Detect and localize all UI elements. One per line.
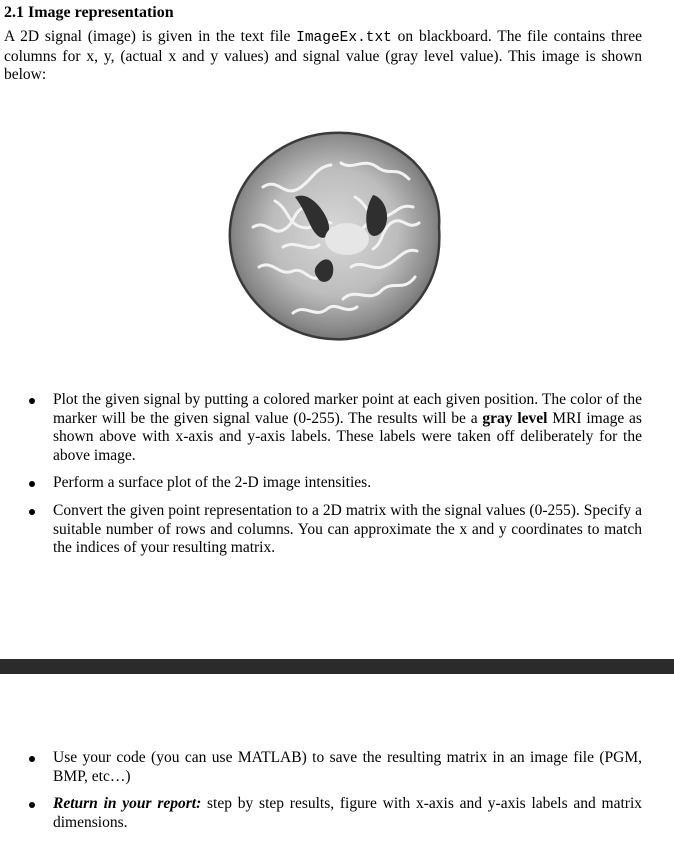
- section-heading: 2.1 Image representation: [4, 4, 174, 21]
- bullet-dot: [29, 756, 35, 762]
- mri-brain-figure: [223, 127, 447, 342]
- page-divider-bar: [0, 659, 674, 674]
- item-bold-text: gray level: [482, 409, 548, 427]
- item-text-start: Plot the given signal by putting a colored marker point at each given position. The color of the marker will be the given signal value (0-255). The results will be a: [53, 391, 642, 427]
- item-text: Convert the given point representation to a 2D matrix with the signal values (0-255). Specify a suitable number of rows and columns. You can approximate the x and y coordinates to match the indices of your resulting matrix.: [53, 501, 642, 557]
- intro-text-end: on blackboard. The file contains three columns for x, y, (actual x and y values) and signal value (gray level value). This image is shown below:: [4, 28, 642, 84]
- intro-text-start: A 2D signal (image) is given in the text file: [4, 28, 297, 45]
- central-structure: [325, 223, 369, 255]
- item-text-end: MRI image as shown above with x-axis and y-axis labels. These labels were taken off deliberately for the above image.: [53, 409, 642, 464]
- bullet-dot: [29, 802, 35, 808]
- brain-slice-image: [223, 127, 447, 342]
- intro-paragraph: [4, 28, 642, 85]
- item-text-end: step by step results, figure with x-axis and y-axis labels and matrix dimensions.: [53, 795, 643, 831]
- bullet-dot: [29, 481, 35, 487]
- list-item: [0, 749, 674, 786]
- item-text: Use your code (you can use MATLAB) to save the resulting matrix in an image file (PGM, BMP, etc…): [53, 749, 642, 785]
- list-item: [0, 391, 674, 465]
- task-list-part-1: [0, 391, 674, 567]
- filename: ImageEx.txt: [296, 30, 392, 46]
- list-item: [0, 795, 674, 832]
- list-item: [0, 474, 674, 493]
- item-emphasis-text: Return in your report:: [53, 795, 202, 813]
- list-item: [0, 502, 674, 558]
- item-text: Perform a surface plot of the 2-D image intensities.: [53, 474, 372, 492]
- bullet-dot: [29, 398, 35, 404]
- bullet-dot: [29, 509, 35, 515]
- task-list-part-2: [0, 749, 674, 841]
